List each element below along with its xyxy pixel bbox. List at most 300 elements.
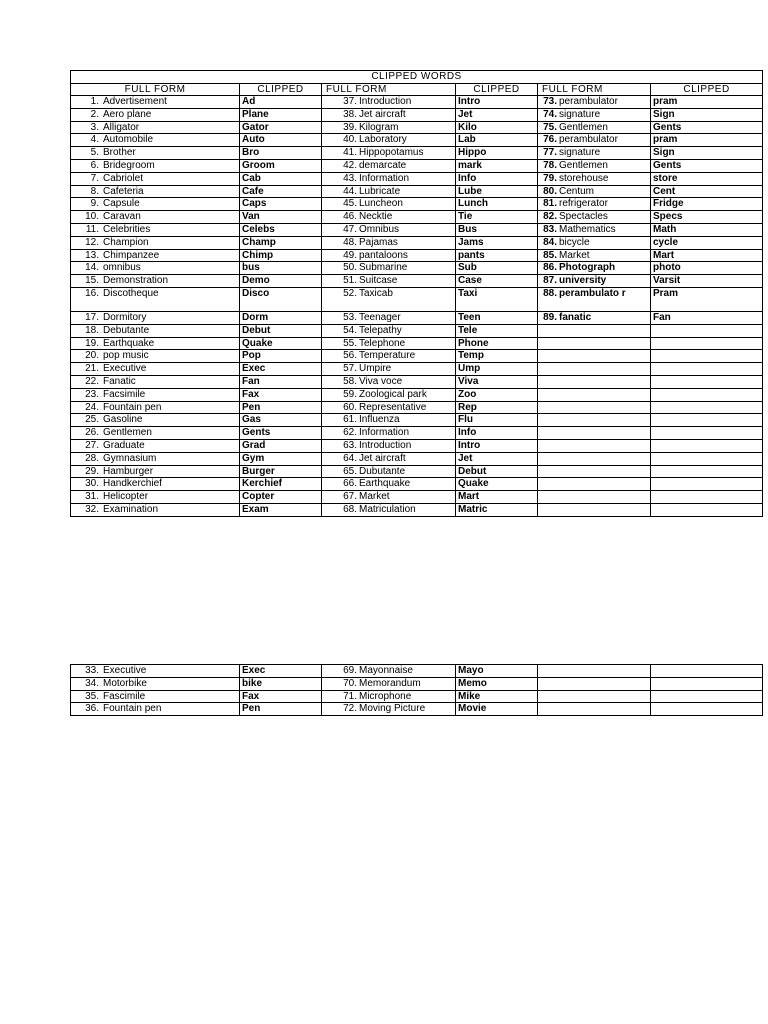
table-row [71, 172, 763, 185]
table-row [71, 375, 763, 388]
clipped-cell [240, 414, 322, 427]
clipped-word: Pop [242, 350, 261, 362]
full-form-word: Earthquake [103, 337, 155, 349]
entry-number: 28. [85, 452, 99, 464]
full-form-cell [322, 388, 456, 401]
clipped-cell [651, 185, 763, 198]
entry-number: 48. [343, 236, 357, 248]
clipped-word: Lube [458, 185, 482, 197]
full-form-word: Umpire [359, 363, 392, 375]
entry-number: 52. [343, 287, 357, 299]
clipped-cell [651, 211, 763, 224]
full-form-word: Caravan [103, 211, 141, 223]
full-form-cell [71, 478, 240, 491]
table-row [71, 198, 763, 211]
clipped-words-table [70, 70, 763, 517]
full-form-word: Discotheque [103, 287, 159, 299]
full-form-cell [322, 452, 456, 465]
full-form-word: Dormitory [103, 311, 147, 323]
full-form-cell [322, 108, 456, 121]
clipped-word: Cent [653, 185, 676, 197]
clipped-word: pants [458, 249, 485, 261]
full-form-word: Helicopter [103, 491, 149, 503]
entry-number: 46. [343, 211, 357, 223]
clipped-word: Mart [458, 491, 480, 503]
clipped-word: Debut [458, 465, 487, 477]
full-form-word: storehouse [559, 172, 609, 184]
full-form-word: Jet aircraft [359, 452, 406, 464]
full-form-word: Mathematics [559, 223, 616, 235]
entry-number: 27. [85, 439, 99, 451]
clipped-word: Temp [458, 350, 484, 362]
entry-number: 82. [543, 211, 557, 223]
clipped-word: Quake [458, 478, 489, 490]
clipped-word: pram [653, 96, 678, 107]
clipped-word: Exec [242, 665, 266, 676]
table-row [71, 690, 763, 703]
clipped-cell [456, 503, 538, 516]
clipped-cell [240, 337, 322, 350]
clipped-word: Tie [458, 211, 473, 223]
full-form-word: Lubricate [359, 185, 401, 197]
entry-number: 32. [85, 503, 99, 515]
full-form-cell [538, 108, 651, 121]
clipped-cell [240, 236, 322, 249]
clipped-cell [651, 677, 763, 690]
clipped-cell [240, 375, 322, 388]
full-form-word: Dubutante [359, 465, 406, 477]
clipped-word: Info [458, 172, 477, 184]
clipped-cell [651, 503, 763, 516]
entry-number: 34. [85, 677, 99, 689]
clipped-cell [651, 134, 763, 147]
clipped-word: Memo [458, 677, 487, 689]
entry-number: 30. [85, 478, 99, 490]
clipped-word: Movie [458, 703, 487, 715]
clipped-cell [456, 121, 538, 134]
full-form-cell [538, 478, 651, 491]
clipped-cell [651, 388, 763, 401]
clipped-word: Gym [242, 452, 265, 464]
full-form-cell [538, 677, 651, 690]
clipped-cell [651, 375, 763, 388]
full-form-word: Fanatic [103, 375, 136, 387]
clipped-cell [456, 414, 538, 427]
full-form-word: Demonstration [103, 275, 169, 287]
entry-number: 83. [543, 223, 557, 235]
clipped-word: Ump [458, 363, 481, 375]
entry-number: 75. [543, 121, 557, 133]
full-form-word: perambulator [559, 96, 618, 107]
clipped-word: Debut [242, 324, 271, 336]
full-form-word: Information [359, 172, 410, 184]
full-form-cell [538, 337, 651, 350]
full-form-word: fanatic [559, 311, 592, 323]
full-form-word: signature [559, 108, 601, 120]
entry-number: 42. [343, 159, 357, 171]
clipped-cell [651, 350, 763, 363]
table-body [71, 665, 763, 716]
entry-number: 23. [85, 388, 99, 400]
full-form-word: Temperature [359, 350, 416, 362]
entry-number: 13. [85, 249, 99, 261]
clipped-cell [651, 287, 763, 311]
full-form-cell [538, 121, 651, 134]
clipped-cell [651, 690, 763, 703]
full-form-cell [71, 211, 240, 224]
clipped-cell [456, 665, 538, 678]
full-form-cell [538, 363, 651, 376]
clipped-word: Phone [458, 337, 489, 349]
full-form-cell [71, 311, 240, 324]
entry-number: 60. [343, 401, 357, 413]
clipped-cell [456, 198, 538, 211]
clipped-word: mark [458, 159, 482, 171]
full-form-word: Automobile [103, 134, 154, 146]
clipped-cell [456, 350, 538, 363]
full-form-cell [322, 159, 456, 172]
header-clipped-1: CLIPPED [240, 84, 322, 96]
clipped-cell [456, 211, 538, 224]
full-form-word: Influenza [359, 414, 400, 426]
full-form-word: Gasoline [103, 414, 143, 426]
full-form-word: Fountain pen [103, 401, 162, 413]
clipped-cell [456, 96, 538, 109]
full-form-cell [71, 275, 240, 288]
clipped-cell [240, 134, 322, 147]
table-row [71, 363, 763, 376]
clipped-cell [240, 478, 322, 491]
entry-number: 71. [343, 690, 357, 702]
entry-number: 70. [343, 677, 357, 689]
clipped-word: Kilo [458, 121, 477, 133]
full-form-word: bicycle [559, 236, 590, 248]
full-form-cell [71, 665, 240, 678]
full-form-word: Moving Picture [359, 703, 426, 715]
entry-number: 38. [343, 108, 357, 120]
full-form-word: signature [559, 147, 601, 159]
clipped-cell [456, 337, 538, 350]
full-form-cell [322, 311, 456, 324]
clipped-word: Cab [242, 172, 261, 184]
clipped-cell [651, 363, 763, 376]
full-form-cell [538, 452, 651, 465]
clipped-word: Copter [242, 491, 275, 503]
clipped-cell [651, 337, 763, 350]
full-form-cell [71, 350, 240, 363]
entry-number: 19. [85, 337, 99, 349]
full-form-cell [322, 185, 456, 198]
entry-number: 78. [543, 159, 557, 171]
entry-number: 79. [543, 172, 557, 184]
header-full-form-1: FULL FORM [71, 84, 240, 96]
full-form-word: Photograph [559, 262, 616, 274]
table-row [71, 236, 763, 249]
full-form-cell [322, 275, 456, 288]
full-form-cell [538, 665, 651, 678]
full-form-cell [71, 427, 240, 440]
full-form-cell [322, 363, 456, 376]
entry-number: 26. [85, 427, 99, 439]
full-form-cell [538, 503, 651, 516]
full-form-cell [71, 108, 240, 121]
full-form-word: Taxicab [359, 287, 393, 299]
full-form-word: Alligator [103, 121, 140, 133]
clipped-word: Pen [242, 401, 261, 413]
clipped-cell [456, 677, 538, 690]
clipped-cell [651, 414, 763, 427]
full-form-cell [71, 236, 240, 249]
clipped-word: Exam [242, 503, 269, 515]
entry-number: 41. [343, 147, 357, 159]
full-form-word: Advertisement [103, 96, 167, 107]
full-form-cell [538, 211, 651, 224]
table-row [71, 427, 763, 440]
clipped-word: Chimp [242, 249, 274, 261]
clipped-cell [651, 159, 763, 172]
clipped-word: Gator [242, 121, 269, 133]
clipped-cell [456, 491, 538, 504]
full-form-word: Laboratory [359, 134, 407, 146]
clipped-cell [456, 108, 538, 121]
clipped-word: Celebs [242, 223, 275, 235]
table-row [71, 147, 763, 160]
table-row [71, 108, 763, 121]
clipped-cell [651, 427, 763, 440]
full-form-cell [538, 147, 651, 160]
entry-number: 3. [90, 121, 99, 133]
entry-number: 87. [543, 275, 557, 287]
clipped-word: Math [653, 223, 677, 235]
full-form-word: Executive [103, 665, 147, 676]
full-form-cell [71, 690, 240, 703]
clipped-cell [456, 363, 538, 376]
entry-number: 49. [343, 249, 357, 261]
clipped-cell [651, 491, 763, 504]
full-form-cell [322, 262, 456, 275]
entry-number: 36. [85, 703, 99, 715]
entry-number: 12. [85, 236, 99, 248]
clipped-cell [651, 703, 763, 716]
entry-number: 47. [343, 223, 357, 235]
clipped-word: Ad [242, 96, 256, 107]
entry-number: 57. [343, 363, 357, 375]
table-title: CLIPPED WORDS [71, 71, 763, 84]
full-form-word: Introduction [359, 96, 412, 107]
clipped-cell [651, 275, 763, 288]
entry-number: 69. [343, 665, 357, 676]
entry-number: 68. [343, 503, 357, 515]
entry-number: 51. [343, 275, 357, 287]
clipped-cell [456, 311, 538, 324]
clipped-cell [651, 172, 763, 185]
table-row [71, 452, 763, 465]
clipped-cell [240, 159, 322, 172]
clipped-cell [651, 147, 763, 160]
clipped-cell [240, 211, 322, 224]
table-row [71, 96, 763, 109]
entry-number: 67. [343, 491, 357, 503]
table-row [71, 337, 763, 350]
full-form-word: Matriculation [359, 503, 416, 515]
clipped-word: pram [653, 134, 678, 146]
full-form-word: Celebrities [103, 223, 151, 235]
full-form-cell [71, 439, 240, 452]
clipped-cell [240, 388, 322, 401]
clipped-cell [240, 311, 322, 324]
clipped-cell [240, 427, 322, 440]
full-form-cell [538, 287, 651, 311]
clipped-cell [651, 96, 763, 109]
clipped-word: Jet [458, 452, 473, 464]
full-form-word: Fountain pen [103, 703, 162, 715]
full-form-cell [322, 324, 456, 337]
entry-number: 74. [543, 108, 557, 120]
clipped-word: cycle [653, 236, 679, 248]
full-form-cell [71, 452, 240, 465]
full-form-word: Cabriolet [103, 172, 144, 184]
entry-number: 7. [90, 172, 99, 184]
entry-number: 31. [85, 491, 99, 503]
full-form-cell [538, 236, 651, 249]
table-row [71, 465, 763, 478]
full-form-cell [322, 121, 456, 134]
clipped-word: Demo [242, 275, 270, 287]
entry-number: 5. [90, 147, 99, 159]
clipped-cell [456, 465, 538, 478]
entry-number: 64. [343, 452, 357, 464]
clipped-word: Rep [458, 401, 477, 413]
table-row [71, 677, 763, 690]
clipped-cell [240, 439, 322, 452]
full-form-word: refrigerator [559, 198, 608, 210]
full-form-word: Telepathy [359, 324, 402, 336]
clipped-word: Zoo [458, 388, 477, 400]
clipped-cell [240, 96, 322, 109]
clipped-cell [651, 439, 763, 452]
entry-number: 77. [543, 147, 557, 159]
full-form-cell [538, 350, 651, 363]
clipped-cell [456, 185, 538, 198]
clipped-word: Caps [242, 198, 267, 210]
full-form-word: Microphone [359, 690, 412, 702]
entry-number: 43. [343, 172, 357, 184]
full-form-word: Executive [103, 363, 147, 375]
full-form-cell [71, 198, 240, 211]
clipped-cell [651, 478, 763, 491]
clipped-word: Groom [242, 159, 275, 171]
clipped-cell [240, 324, 322, 337]
full-form-word: perambulator [559, 134, 618, 146]
full-form-cell [71, 147, 240, 160]
entry-number: 10. [85, 211, 99, 223]
table-row [71, 414, 763, 427]
table-row [71, 439, 763, 452]
full-form-cell [71, 703, 240, 716]
clipped-cell [651, 108, 763, 121]
full-form-cell [71, 324, 240, 337]
entry-number: 1. [90, 96, 99, 107]
full-form-cell [538, 223, 651, 236]
clipped-cell [651, 401, 763, 414]
clipped-cell [651, 121, 763, 134]
full-form-word: Telephone [359, 337, 406, 349]
clipped-cell [456, 159, 538, 172]
full-form-cell [71, 96, 240, 109]
full-form-word: Teenager [359, 311, 401, 323]
full-form-word: Centum [559, 185, 595, 197]
full-form-cell [71, 401, 240, 414]
full-form-word: Hamburger [103, 465, 154, 477]
clipped-cell [456, 249, 538, 262]
entry-number: 40. [343, 134, 357, 146]
clipped-cell [456, 703, 538, 716]
entry-number: 56. [343, 350, 357, 362]
full-form-word: Fascimile [103, 690, 146, 702]
table-row [71, 311, 763, 324]
full-form-cell [322, 96, 456, 109]
clipped-cell [456, 275, 538, 288]
full-form-word: Hippopotamus [359, 147, 424, 159]
clipped-cell [240, 249, 322, 262]
clipped-cell [240, 275, 322, 288]
clipped-cell [240, 121, 322, 134]
clipped-cell [240, 198, 322, 211]
table-row [71, 275, 763, 288]
clipped-word: Burger [242, 465, 275, 477]
full-form-word: Debutante [103, 324, 150, 336]
clipped-word: Grad [242, 439, 266, 451]
clipped-word: Gents [653, 121, 682, 133]
clipped-cell [456, 375, 538, 388]
clipped-word: Quake [242, 337, 273, 349]
full-form-word: Bridegroom [103, 159, 155, 171]
clipped-cell [651, 236, 763, 249]
clipped-cell [240, 223, 322, 236]
clipped-cell [456, 223, 538, 236]
full-form-cell [71, 172, 240, 185]
full-form-cell [322, 172, 456, 185]
clipped-word: Jet [458, 108, 473, 120]
entry-number: 20. [85, 350, 99, 362]
entry-number: 39. [343, 121, 357, 133]
clipped-cell [240, 665, 322, 678]
full-form-cell [322, 503, 456, 516]
table-row [71, 287, 763, 311]
clipped-cell [240, 503, 322, 516]
clipped-word: Auto [242, 134, 265, 146]
table-row [71, 503, 763, 516]
full-form-cell [538, 375, 651, 388]
entry-number: 65. [343, 465, 357, 477]
full-form-cell [538, 703, 651, 716]
clipped-word: Bro [242, 147, 260, 159]
full-form-cell [538, 185, 651, 198]
full-form-word: Suitcase [359, 275, 398, 287]
clipped-word: Intro [458, 439, 481, 451]
clipped-cell [240, 262, 322, 275]
full-form-cell [322, 665, 456, 678]
full-form-cell [71, 262, 240, 275]
clipped-word: photo [653, 262, 681, 274]
full-form-cell [71, 375, 240, 388]
full-form-cell [322, 134, 456, 147]
clipped-word: Cafe [242, 185, 264, 197]
full-form-word: Luncheon [359, 198, 403, 210]
full-form-word: Cafeteria [103, 185, 144, 197]
entry-number: 61. [343, 414, 357, 426]
full-form-cell [538, 311, 651, 324]
